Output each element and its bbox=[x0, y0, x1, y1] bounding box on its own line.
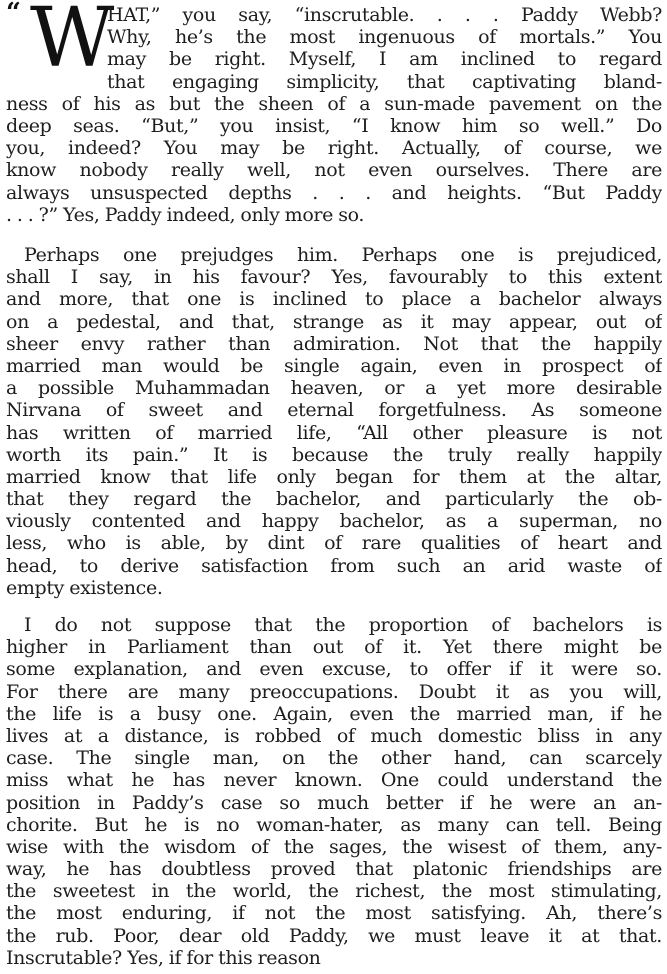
text-line: viously contented and happy bachelor, as a superman, no bbox=[6, 510, 662, 533]
text-line: way, he has doubtless proved that platonic friendships are bbox=[6, 858, 662, 881]
text-line: some explanation, and even excuse, to offer if it were so. bbox=[6, 658, 662, 681]
text-line: that engaging simplicity, that captivating bland- bbox=[107, 70, 662, 93]
text-line: Inscrutable? Yes, if for this reason bbox=[6, 946, 321, 969]
text-line: Nirvana of sweet and eternal forgetfulness. As someone bbox=[6, 399, 662, 422]
text-line: has written of married life, “All other pleasure is not bbox=[6, 421, 662, 444]
text-line: may be right. Myself, I am inclined to regard bbox=[107, 48, 662, 71]
text-line: know nobody really well, not even ourselves. There are bbox=[6, 159, 662, 182]
drop-cap-letter: W bbox=[30, 0, 115, 86]
text-line: you, indeed? You may be right. Actually, of course, we bbox=[6, 137, 662, 160]
text-line: empty existence. bbox=[6, 576, 163, 599]
text-line: sheer envy rather than admiration. Not that the happily bbox=[6, 332, 662, 355]
text-line: deep seas. “But,” you insist, “I know him so well.” Do bbox=[6, 114, 662, 137]
paragraph-3 bbox=[6, 614, 662, 969]
article-column bbox=[6, 0, 662, 974]
text-line: . . . ?” Yes, Paddy indeed, only more so. bbox=[6, 203, 365, 226]
paragraph-1 bbox=[6, 4, 662, 226]
text-line: and more, that one is inclined to place a bachelor always bbox=[6, 288, 662, 311]
text-line: the most enduring, if not the most satisfying. Ah, there’s bbox=[6, 902, 662, 925]
paragraph-2 bbox=[6, 244, 662, 599]
text-line: I do not suppose that the proportion of bachelors is bbox=[24, 614, 662, 636]
text-line: always unsuspected depths . . . and heights. “But Paddy bbox=[6, 181, 662, 204]
text-line: ness of his as but the sheen of a sun-made pavement on the bbox=[6, 92, 662, 115]
text-line: married man would be single again, even in prospect of bbox=[6, 354, 662, 377]
text-line: HAT,” you say, “inscrutable. . . . Paddy Webb? bbox=[107, 4, 662, 26]
text-line: married know that life only began for them at the altar, bbox=[6, 465, 662, 488]
text-line: wise with the wisdom of the sages, the wisest of them, any- bbox=[6, 835, 662, 858]
opening-quote-mark: “ bbox=[6, 0, 19, 28]
text-line: miss what he has never known. One could understand the bbox=[6, 769, 662, 792]
text-line: worth its pain.” It is because the truly really happily bbox=[6, 443, 662, 466]
text-line: case. The single man, on the other hand, can scarcely bbox=[6, 747, 662, 770]
text-line: lives at a distance, is robbed of much domestic bliss in any bbox=[6, 724, 662, 747]
text-line: head, to derive satisfaction from such an arid waste of bbox=[6, 554, 662, 577]
text-line: chorite. But he is no woman-hater, as many can tell. Being bbox=[6, 813, 662, 836]
text-line: Why, he’s the most ingenuous of mortals.” You bbox=[107, 26, 662, 49]
text-line: position in Paddy’s case so much better if he were an an- bbox=[6, 791, 662, 814]
text-line: a possible Muhammadan heaven, or a yet more desirable bbox=[6, 377, 662, 400]
text-line: For there are many preoccupations. Doubt it as you will, bbox=[6, 680, 662, 703]
text-line: higher in Parliament than out of it. Yet there might be bbox=[6, 636, 662, 659]
text-line: that they regard the bachelor, and particularly the ob- bbox=[6, 488, 662, 511]
text-line: the life is a busy one. Again, even the married man, if he bbox=[6, 702, 662, 725]
text-line: the sweetest in the world, the richest, the most stimulating, bbox=[6, 880, 662, 903]
text-line: Perhaps one prejudges him. Perhaps one is prejudiced, bbox=[24, 244, 662, 266]
text-line: less, who is able, by dint of rare qualities of heart and bbox=[6, 532, 662, 555]
text-line: shall I say, in his favour? Yes, favourably to this extent bbox=[6, 266, 662, 289]
text-line: on a pedestal, and that, strange as it may appear, out of bbox=[6, 310, 662, 333]
text-line: the rub. Poor, dear old Paddy, we must leave it at that. bbox=[6, 924, 662, 947]
